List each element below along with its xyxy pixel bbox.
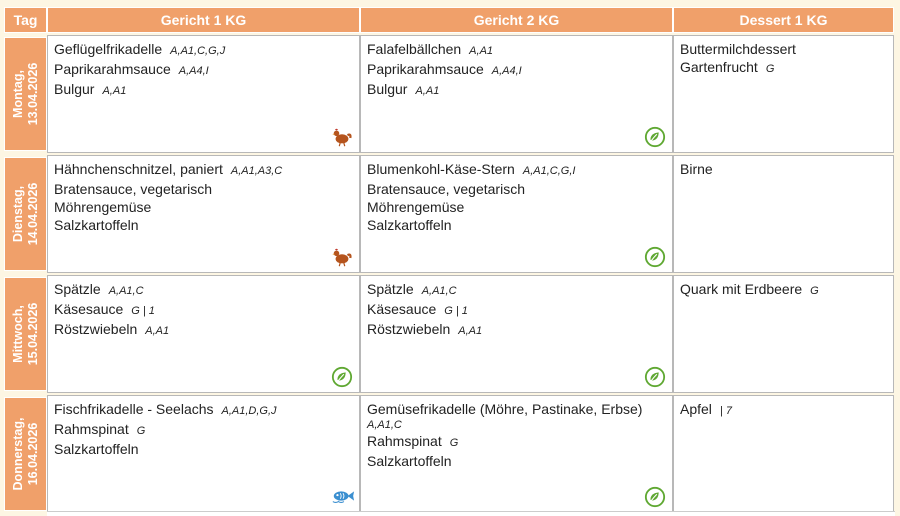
allergen-codes: A,A1,D,G,J (221, 405, 277, 417)
dish-cell (360, 395, 673, 513)
vegetarian-icon (331, 366, 353, 388)
menu-item-name: Röstzwiebeln (367, 321, 451, 337)
vegetarian-icon (644, 126, 666, 148)
allergen-codes: A,A1 (458, 325, 483, 337)
menu-item (680, 280, 887, 300)
menu-item-name: Quark mit Erdbeere (680, 281, 803, 297)
dish-cell (47, 275, 360, 393)
day-label (4, 157, 47, 271)
menu-item (367, 160, 666, 180)
allergen-codes: A,A1,C (421, 285, 457, 297)
menu-item-name: Spätzle (54, 281, 101, 297)
header-gericht-2: Gericht 2 KG (360, 7, 673, 33)
menu-item (54, 80, 353, 100)
day-date: 14.04.2026 (25, 182, 40, 246)
allergen-codes: G (765, 63, 775, 75)
menu-item (54, 180, 353, 198)
dish-cell (47, 35, 360, 153)
menu-item (680, 400, 887, 420)
menu-item (367, 40, 666, 60)
menu-item-name: Bratensauce, vegetarisch (367, 181, 525, 197)
menu-item-name: Bulgur (367, 81, 408, 97)
menu-item (54, 440, 353, 458)
menu-item (54, 320, 353, 340)
menu-item-name: Birne (680, 161, 713, 177)
day-label (4, 37, 47, 151)
menu-item (367, 452, 666, 470)
menu-item-name: Paprikarahmsauce (367, 61, 484, 77)
menu-item (367, 300, 666, 320)
allergen-codes: A,A4,I (491, 65, 522, 77)
allergen-codes: A,A1 (415, 85, 440, 97)
day-name: Mittwoch, (10, 305, 25, 363)
menu-item-name: Röstzwiebeln (54, 321, 138, 337)
allergen-codes: A,A1,C (367, 419, 402, 431)
dessert-cell (673, 275, 894, 393)
allergen-codes: A,A1 (469, 45, 494, 57)
menu-item-name: Salzkartoffeln (367, 453, 452, 469)
dessert-cell (673, 35, 894, 153)
dish-cell (360, 155, 673, 273)
menu-item-name: Spätzle (367, 281, 414, 297)
day-label (4, 397, 47, 511)
day-date: 13.04.2026 (25, 62, 40, 126)
menu-item (54, 280, 353, 300)
menu-item-name: Rahmspinat (54, 421, 129, 437)
chicken-icon (331, 246, 353, 268)
menu-item-name: Fischfrikadelle - Seelachs (54, 401, 214, 417)
allergen-codes: A,A1,C,G,J (170, 45, 226, 57)
menu-item (54, 60, 353, 80)
menu-item (367, 280, 666, 300)
menu-item-name: Bratensauce, vegetarisch (54, 181, 212, 197)
menu-item (367, 216, 666, 234)
header-gericht-1: Gericht 1 KG (47, 7, 360, 33)
allergen-codes: G (449, 437, 459, 449)
menu-item-name: Salzkartoffeln (54, 441, 139, 457)
menu-item-name: Käsesauce (54, 301, 124, 317)
menu-item (54, 400, 353, 420)
menu-item-name: Falafelbällchen (367, 41, 462, 57)
allergen-codes: A,A1,C,G,I (522, 165, 576, 177)
menu-item (367, 320, 666, 340)
dish-cell (47, 155, 360, 273)
dessert-cell (673, 395, 894, 513)
menu-item-name: Gemüsefrikadelle (Möhre, Pastinake, Erbse) (367, 401, 643, 417)
menu-item-name: Rahmspinat (367, 433, 442, 449)
day-name: Donnerstag, (10, 417, 25, 491)
menu-item (367, 60, 666, 80)
menu-item (680, 160, 887, 178)
menu-item-name: Möhrengemüse (367, 199, 465, 215)
allergen-codes: A,A1,A3,C (230, 165, 283, 177)
menu-item (54, 420, 353, 440)
menu-item (367, 400, 666, 418)
menu-item (54, 198, 353, 216)
vegetarian-icon (644, 246, 666, 268)
allergen-codes: | 7 (719, 405, 732, 417)
vegetarian-icon (644, 366, 666, 388)
chicken-icon (331, 126, 353, 148)
allergen-codes: G (136, 425, 146, 437)
table-bottom-edge (47, 511, 895, 516)
dessert-cell (673, 155, 894, 273)
menu-item-name: Salzkartoffeln (367, 217, 452, 233)
menu-item-name: Salzkartoffeln (54, 217, 139, 233)
menu-item-name: Käsesauce (367, 301, 437, 317)
menu-item (367, 432, 666, 452)
dish-cell (360, 275, 673, 393)
day-name: Dienstag, (10, 185, 25, 243)
menu-item-name: Möhrengemüse (54, 199, 152, 215)
day-date: 16.04.2026 (25, 422, 40, 486)
menu-item (54, 216, 353, 234)
allergen-codes: A,A1 (145, 325, 170, 337)
vegetarian-icon (644, 486, 666, 508)
menu-item (367, 198, 666, 216)
fish-icon (331, 486, 353, 508)
menu-item-name: Paprikarahmsauce (54, 61, 171, 77)
menu-item-name: Geflügelfrikadelle (54, 41, 163, 57)
menu-item (54, 40, 353, 60)
menu-item-name: Gartenfrucht (680, 59, 758, 75)
allergen-codes: G | 1 (444, 305, 468, 317)
allergen-codes: G (810, 285, 819, 297)
header-tag: Tag (4, 7, 47, 33)
menu-item (367, 80, 666, 100)
day-name: Montag, (10, 70, 25, 118)
menu-item-name: Bulgur (54, 81, 95, 97)
day-label (4, 277, 47, 391)
allergen-codes: A,A4,I (178, 65, 209, 77)
menu-item-name: Blumenkohl-Käse-Stern (367, 161, 515, 177)
menu-grid (4, 7, 894, 513)
dish-cell (360, 35, 673, 153)
allergen-codes: A,A1,C (108, 285, 144, 297)
menu-item-name: Buttermilchdessert (680, 41, 796, 57)
allergen-codes: A,A1 (102, 85, 127, 97)
menu-item (680, 40, 887, 58)
menu-item (680, 58, 887, 78)
header-dessert: Dessert 1 KG (673, 7, 894, 33)
day-date: 15.04.2026 (25, 302, 40, 366)
menu-item-name: Hähnchenschnitzel, paniert (54, 161, 223, 177)
menu-item-name: Apfel (680, 401, 712, 417)
dish-cell (47, 395, 360, 513)
menu-item (54, 300, 353, 320)
menu-item (54, 160, 353, 180)
menu-item (367, 180, 666, 198)
allergen-codes: G | 1 (131, 305, 155, 317)
